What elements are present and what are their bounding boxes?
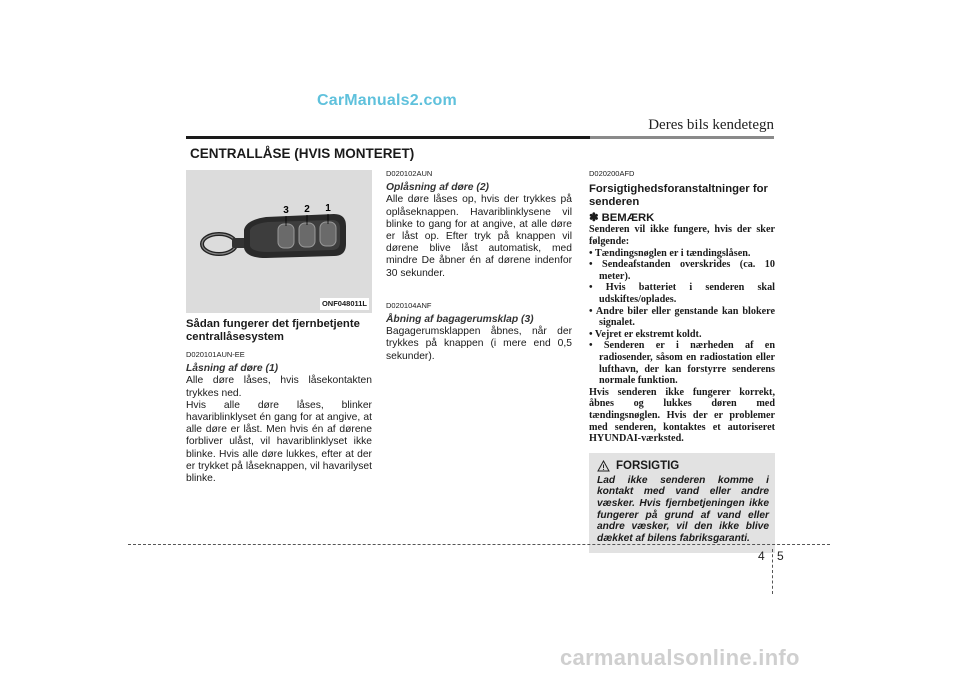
- note-title: ✽ BEMÆRK: [589, 212, 655, 225]
- button-number-1: 1: [325, 203, 331, 214]
- section-code: D020101AUN-EE: [186, 350, 245, 359]
- list-item: • Hvis batteriet i senderen skal udskiftes/oplades.: [589, 282, 775, 305]
- section-code: D020102AUN: [386, 169, 433, 178]
- locking-paragraph-1: Alle døre låses, hvis låsekontakten trykkes ned.: [186, 375, 372, 399]
- key-fob-figure: [186, 170, 372, 313]
- note-outro: Hvis senderen ikke fungerer korrekt, åbnes og lukkes døren med tændingsnøglen. Hvis der er problemer med senderen, kontaktes et autoriseret HYUNDAI-værksted.: [589, 386, 775, 445]
- warning-triangle-icon: [597, 460, 610, 472]
- button-number-2: 2: [304, 204, 310, 215]
- column-2: [386, 166, 572, 363]
- trunk-paragraph: Bagagerumsklappen åbnes, når der trykkes på knappen (i mere end 0,5 sekunder).: [386, 326, 572, 362]
- unlocking-subheading: Oplåsning af døre (2): [386, 182, 489, 194]
- figure-code: ONF048011L: [320, 298, 369, 310]
- list-item: • Tændingsnøglen er i tændingslåsen.: [589, 247, 751, 259]
- footer-divider: [128, 544, 830, 545]
- section-header: Deres bils kendetegn: [648, 117, 774, 133]
- header-rule-accent: [590, 136, 774, 139]
- list-item: • Sendeafstanden overskrides (ca. 10 meter).: [589, 259, 775, 282]
- page-title: CENTRALLÅSE (HVIS MONTERET): [190, 146, 415, 161]
- page-number-divider: [772, 549, 773, 594]
- page-number: 5: [777, 549, 784, 563]
- remote-lock-heading: Sådan fungerer det fjernbetjente centrallåsesystem: [186, 318, 360, 343]
- section-code: D020200AFD: [589, 169, 635, 178]
- list-item: • Vejret er ekstremt koldt.: [589, 328, 702, 340]
- note-intro: Senderen vil ikke fungere, hvis der sker følgende:: [589, 224, 775, 247]
- transmitter-precautions-heading: Forsigtighedsforanstaltninger for senderen: [589, 183, 768, 208]
- button-number-3: 3: [283, 205, 289, 216]
- caution-header: [597, 460, 769, 472]
- list-item: • Andre biler eller genstande kan blokere signalet.: [589, 305, 775, 329]
- locking-paragraph-2: Hvis alle døre låses, blinker havariblinklyset én gang for at angive, at alle døre er låst. Men hvis én af dørene forbliver ulåst, vil havariblinklyset ikke blinke. Hvis alle døre lukkes, efter at der er trykket på låseknappen, vil havarilyset blinke.: [186, 399, 372, 485]
- caution-box: [589, 453, 775, 554]
- column-1: [186, 170, 372, 485]
- key-fob-icon: [186, 170, 372, 313]
- column-3: [589, 166, 775, 553]
- watermark-carmanualsonline: carmanualsonline.info: [560, 645, 800, 670]
- caution-text: Lad ikke senderen komme i kontakt med vand eller andre væsker. Hvis fjernbetjeningen ikke fungerer på grund af vand eller andre væsker, vil den ikke blive dækket af bilens fabriksgaranti.: [597, 474, 769, 544]
- chapter-number: 4: [758, 549, 765, 563]
- watermark-carmanuals2: CarManuals2.com: [317, 92, 457, 109]
- trunk-subheading: Åbning af bagagerumsklap (3): [386, 314, 534, 326]
- list-item: • Senderen er i nærheden af en radiosender, såsom en radiostation eller lufthavn, der kan forstyrre senderens normale funktion.: [589, 340, 775, 387]
- unlocking-paragraph: Alle døre låses op, hvis der trykkes på oplåseknappen. Havariblinklysene vil blinke to gang for at angive, at alle døre er låst op. Efter tryk på knappen vil dørene blive låst automatisk, med mindre De åbner én af dørene indenfor 30 sekunder.: [386, 194, 572, 279]
- caution-title: FORSIGTIG: [616, 459, 680, 472]
- locking-subheading: Låsning af døre (1): [186, 363, 279, 375]
- section-code: D020104ANF: [386, 300, 432, 310]
